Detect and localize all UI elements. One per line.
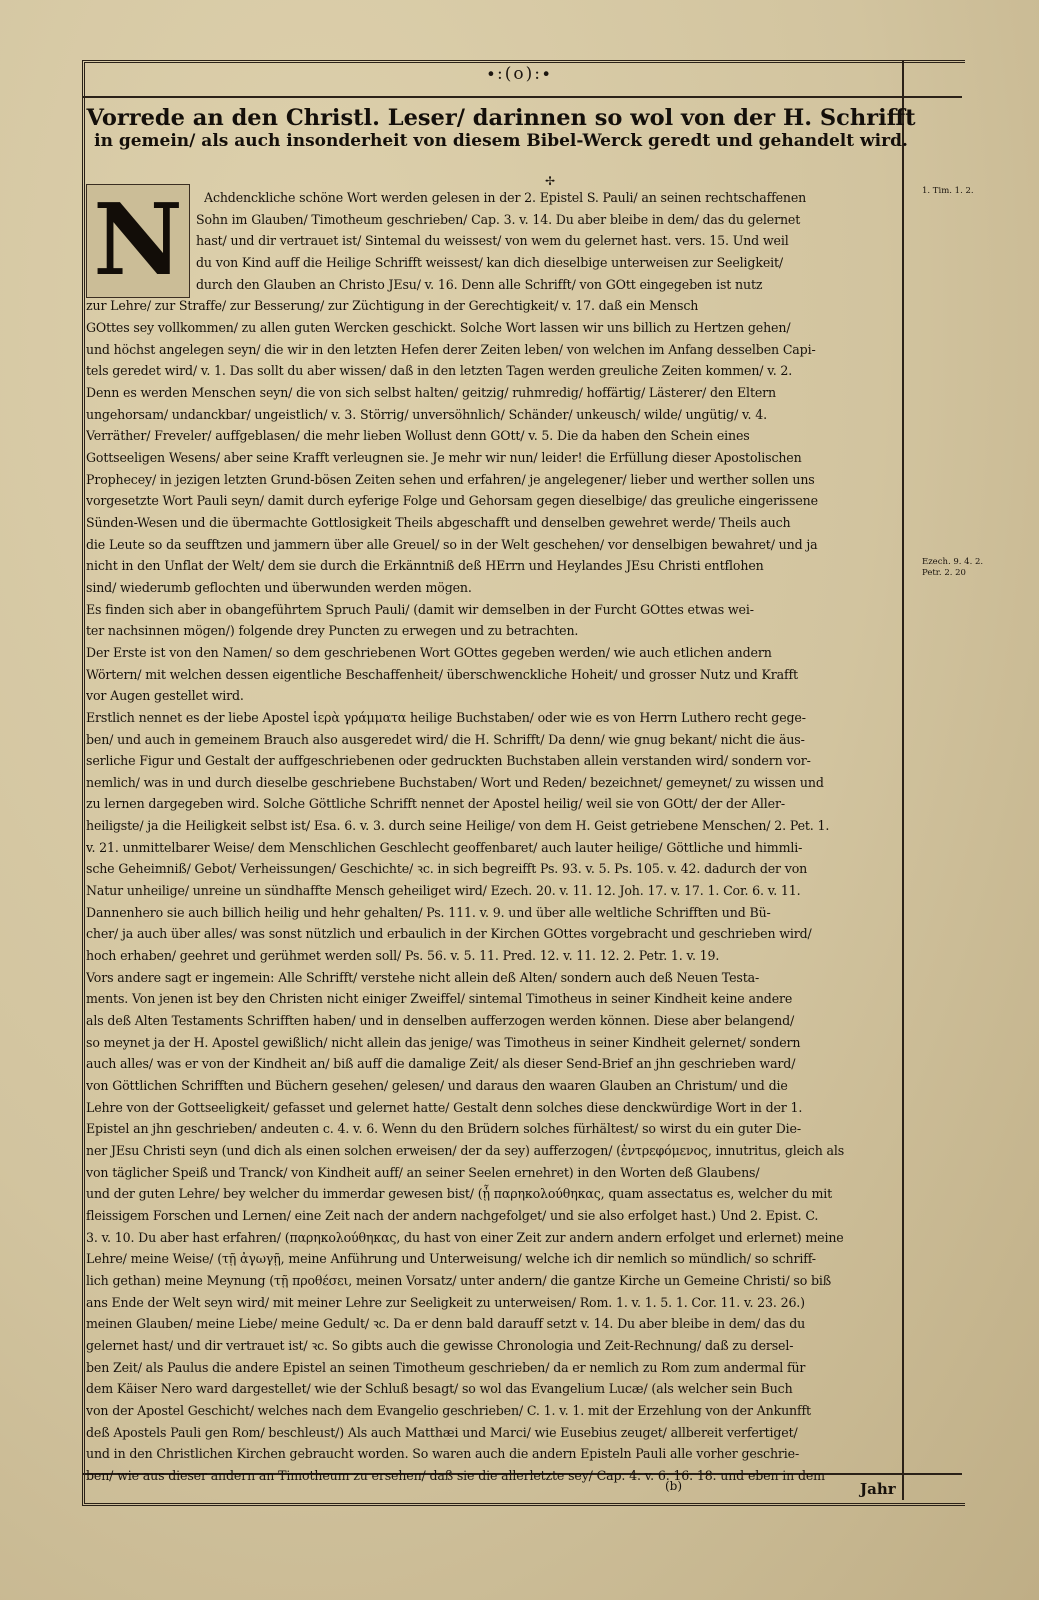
text-line: vorgesetzte Wort Pauli seyn/ damit durch eyferige Folge und Gehorsam gegen dieselbige/ das greuliche eingerissene xyxy=(86,493,818,509)
text-line: sind/ wiederumb geflochten und überwunden werden mögen. xyxy=(86,579,472,595)
page-title xyxy=(86,106,916,151)
text-line: zu lernen dargegeben wird. Solche Göttliche Schrifft nennet der Apostel heilig/ weil sie von GOtt/ der der Aller- xyxy=(86,796,785,812)
margin-note-2: Ezech. 9. 4. 2. Petr. 2. 20 xyxy=(922,557,984,578)
decorated-initial xyxy=(86,184,190,298)
text-line: Wörtern/ mit welchen dessen eigentliche Beschaffenheit/ überschwenckliche Hoheit/ und grosser Nutz und Krafft xyxy=(86,666,798,682)
text-line: Gottseeligen Wesens/ aber seine Krafft verleugnen sie. Je mehr wir nun/ leider! die Erfüllung dieser Apostolischen xyxy=(86,449,802,465)
text-line: von der Apostel Geschicht/ welches nach dem Evangelio geschrieben/ C. 1. v. 1. mit der Erzehlung von der Ankunfft xyxy=(86,1402,811,1418)
text-line: GOttes sey vollkommen/ zu allen guten Wercken geschickt. Solche Wort lassen wir uns billich zu Hertzen gehen/ xyxy=(86,319,791,335)
text-line: und höchst angelegen seyn/ die wir in den letzten Hefen derer Zeiten leben/ von welchen im Anfang desselben Capi- xyxy=(86,341,816,357)
text-line: ner JEsu Christi seyn (und dich als einen solchen erweisen/ der da sey) aufferzogen/ (ἐντρεφόμενος, innutritus, gleich als xyxy=(86,1143,845,1159)
text-line: und der guten Lehre/ bey welcher du immerdar gewesen bist/ (ᾗ παρηκολούθηκας, quam assectatus es, welcher du mit xyxy=(86,1186,833,1202)
text-line: ben Zeit/ als Paulus die andere Epistel an seinen Timotheum geschrieben/ da er nemlich zu Rom zum andermal für xyxy=(86,1359,806,1375)
text-line: Der Erste ist von den Namen/ so dem geschriebenen Wort GOttes gegeben werden/ wie auch etlichen andern xyxy=(86,644,772,660)
text-line: heiligste/ ja die Heiligkeit selbst ist/ Esa. 6. v. 3. durch seine Heilige/ von dem H. Geist getriebene Menschen/ 2. Pet. 1. xyxy=(86,818,830,834)
text-line: durch den Glauben an Christo JEsu/ v. 16. Denn alle Schrifft/ von GOtt eingegeben ist nutz xyxy=(196,276,763,292)
initial-letter: N xyxy=(93,183,183,298)
text-line: Epistel an jhn geschrieben/ andeuten c. 4. v. 6. Wenn du den Brüdern solches fürhältest/ so wirst du ein guter Die- xyxy=(86,1121,801,1137)
text-line: zur Lehre/ zur Straffe/ zur Besserung/ zur Züchtigung in der Gerechtigkeit/ v. 17. daß ein Mensch xyxy=(86,298,699,314)
text-line: von täglicher Speiß und Tranck/ von Kindheit auff/ an seiner Seelen ernehret) in den Worten deß Glaubens/ xyxy=(86,1164,760,1180)
text-line: so meynet ja der H. Apostel gewißlich/ nicht allein das jenige/ was Timotheus in seiner Kindheit gelernet/ sondern xyxy=(86,1034,801,1050)
text-line: vor Augen gestellet wird. xyxy=(86,688,244,704)
text-line: ments. Von jenen ist bey den Christen nicht einiger Zweiffel/ sintemal Timotheus in seiner Kindheit keine andere xyxy=(86,991,793,1007)
text-line: ben/ und auch in gemeinem Brauch also ausgeredet wird/ die H. Schrifft/ Da denn/ wie gnug bekant/ nicht die äus- xyxy=(86,731,805,747)
text-line: ter nachsinnen mögen/) folgende drey Puncten zu erwegen und zu betrachten. xyxy=(86,623,579,639)
text-line: dem Käiser Nero ward dargestellet/ wie der Schluß besagt/ so wol das Evangelium Lucæ/ (als welcher sein Buch xyxy=(86,1381,793,1397)
header-rule xyxy=(82,96,962,98)
text-line: meinen Glauben/ meine Liebe/ meine Gedult/ ꝛc. Da er denn bald darauff setzt v. 14. Du aber bleibe in dem/ das du xyxy=(86,1316,806,1332)
text-line: du von Kind auff die Heilige Schrifft weissest/ kan dich dieselbige unterweisen zur Seeligkeit/ xyxy=(196,254,783,270)
header-ornament: ∙:(o):∙ xyxy=(486,64,553,84)
text-line: Denn es werden Menschen seyn/ die von sich selbst halten/ geitzig/ ruhmredig/ hoffärtig/ Lästerer/ den Eltern xyxy=(86,384,776,400)
text-line: als deß Alten Testaments Schrifften haben/ und in denselben aufferzogen werden können. Diese aber belangend/ xyxy=(86,1013,795,1029)
text-line: 3. v. 10. Du aber hast erfahren/ (παρηκολούθηκας, du hast von einer Zeit zur andern andern erfolget und erlernet) meine xyxy=(86,1229,844,1245)
text-line: hast/ und dir vertrauet ist/ Sintemal du weissest/ von wem du gelernet hast. vers. 15. Und weil xyxy=(196,233,789,249)
text-line: Sohn im Glauben/ Timotheum geschrieben/ Cap. 3. v. 14. Du aber bleibe in dem/ das du gelernet xyxy=(196,211,801,227)
text-line: auch alles/ was er von der Kindheit an/ biß auff die damalige Zeit/ als dieser Send-Brief an jhn geschrieben ward/ xyxy=(86,1056,796,1072)
text-line: deß Apostels Pauli gen Rom/ beschleust/) Als auch Matthæi und Marci/ wie Eusebius zeuget/ allbereit verfertiget/ xyxy=(86,1424,798,1440)
ornament-star: ✢ xyxy=(545,174,556,188)
text-line: Lehre/ meine Weise/ (τῇ ἀγωγῇ, meine Anführung und Unterweisung/ welche ich dir nemlich so mündlich/ so schriff- xyxy=(86,1251,816,1267)
title-line-1: Vorrede an den Christl. Leser/ darinnen so wol von der H. Schrifft xyxy=(86,105,916,131)
text-line: ungehorsam/ undanckbar/ ungeistlich/ v. 3. Störrig/ unversöhnlich/ Schänder/ unkeusch/ wilde/ ungütig/ v. 4. xyxy=(86,406,767,422)
text-line: gelernet hast/ und dir vertrauet ist/ ꝛc. So gibts auch die gewisse Chronologia und Zeit-Rechnung/ daß zu dersel- xyxy=(86,1337,794,1353)
text-line: Es finden sich aber in obangeführtem Spruch Pauli/ (damit wir demselben in der Furcht GOttes etwas wei- xyxy=(86,601,754,617)
text-line: Verräther/ Freveler/ auffgeblasen/ die mehr lieben Wollust denn GOtt/ v. 5. Die da haben den Schein eines xyxy=(86,428,750,444)
text-line: Vors andere sagt er ingemein: Alle Schrifft/ verstehe nicht allein deß Alten/ sondern auch deß Neuen Testa- xyxy=(86,969,760,985)
text-line: die Leute so da seufftzen und jammern über alle Greuel/ so in der Welt geschehen/ vor denselbigen bewahret/ und ja xyxy=(86,536,818,552)
title-line-2: in gemein/ als auch insonderheit von diesem Bibel-Werck geredt und gehandelt wird. xyxy=(94,130,908,151)
text-line: ans Ende der Welt seyn wird/ mit meiner Lehre zur Seeligkeit zu unterweisen/ Rom. 1. v. 1. 5. 1. Cor. 11. v. 23. 26.) xyxy=(86,1294,805,1310)
text-line: Prophecey/ in jezigen letzten Grund-bösen Zeiten sehen und erfahren/ je angelegener/ lieber und werther sollen uns xyxy=(86,471,815,487)
text-line: Lehre von der Gottseeligkeit/ gefasset und gelernet hatte/ Gestalt denn solches diese denckwürdige Wort in der 1. xyxy=(86,1099,803,1115)
margin-note-1: 1. Tim. 1. 2. xyxy=(922,186,974,196)
text-line: fleissigem Forschen und Lernen/ eine Zeit nach der andern nachgefolget/ und sie also erfolget hast.) Und 2. Epist. C. xyxy=(86,1208,819,1224)
text-line: ben/ wie aus dieser andern an Timotheum zu ersehen/ daß sie die allerletzte sey/ Cap. 4. v. 6. 16. 18. und eben in dem xyxy=(86,1467,825,1483)
text-line: Achdenckliche schöne Wort werden gelesen in der 2. Epistel S. Pauli/ an seinen rechtschaffenen xyxy=(204,190,807,205)
text-line: und in den Christlichen Kirchen gebraucht worden. So waren auch die andern Episteln Pauli alle vorher geschrie- xyxy=(86,1446,800,1462)
text-line: Sünden-Wesen und die übermachte Gottlosigkeit Theils abgeschafft und denselben gewehret werde/ Theils auch xyxy=(86,514,791,530)
text-line: nicht in den Unflat der Welt/ dem sie durch die Erkänntniß deß HErrn und Heylandes JEsu Christi entflohen xyxy=(86,558,764,574)
text-line: v. 21. unmittelbarer Weise/ dem Menschlichen Geschlecht geoffenbaret/ auch lauter heilige/ Göttliche und himmli- xyxy=(86,839,803,855)
signature-mark: (b) xyxy=(665,1479,683,1493)
text-line: tels geredet wird/ v. 1. Das sollt du aber wissen/ daß in den letzten Tagen werden greuliche Zeiten kommen/ v. 2. xyxy=(86,363,793,379)
text-line: hoch erhaben/ geehret und gerühmet werden soll/ Ps. 56. v. 5. 11. Pred. 12. v. 11. 12. 2. Petr. 1. v. 19. xyxy=(86,948,720,964)
text-line: serliche Figur und Gestalt der auffgeschriebenen oder gedruckten Buchstaben allein verstanden wird/ sondern vor- xyxy=(86,753,811,769)
text-line: von Göttlichen Schrifften und Büchern gesehen/ gelesen/ und daraus den waaren Glauben an Christum/ und die xyxy=(86,1078,788,1094)
text-line: cher/ ja auch über alles/ was sonst nützlich und erbaulich in der Kirchen GOttes vorgebracht und geschrieben wird/ xyxy=(86,926,812,942)
text-line: Natur unheilige/ unreine un sündhaffte Mensch geheiliget wird/ Ezech. 20. v. 11. 12. Joh. 17. v. 17. 1. Cor. 6. v. 11. xyxy=(86,883,801,899)
catchword: Jahr xyxy=(860,1480,896,1498)
text-line: Dannenhero sie auch billich heilig und hehr gehalten/ Ps. 111. v. 9. und über alle weltliche Schrifften und Bü- xyxy=(86,904,771,920)
text-line: Erstlich nennet es der liebe Apostel ἱερὰ γράμματα heilige Buchstaben/ oder wie es von Herrn Luthero recht gege- xyxy=(86,709,806,725)
text-line: nemlich/ was in und durch dieselbe geschriebene Buchstaben/ Wort und Reden/ bezeichnet/ gemeynet/ zu wissen und xyxy=(86,774,824,790)
text-line: sche Geheimniß/ Gebot/ Verheissungen/ Geschichte/ ꝛc. in sich begreifft Ps. 93. v. 5. Ps. 105. v. 42. dadurch der von xyxy=(86,861,808,877)
text-line: lich gethan) meine Meynung (τῇ προθέσει, meinen Vorsatz/ unter andern/ die gantze Kirche un Gemeine Christi/ so biß xyxy=(86,1273,832,1288)
